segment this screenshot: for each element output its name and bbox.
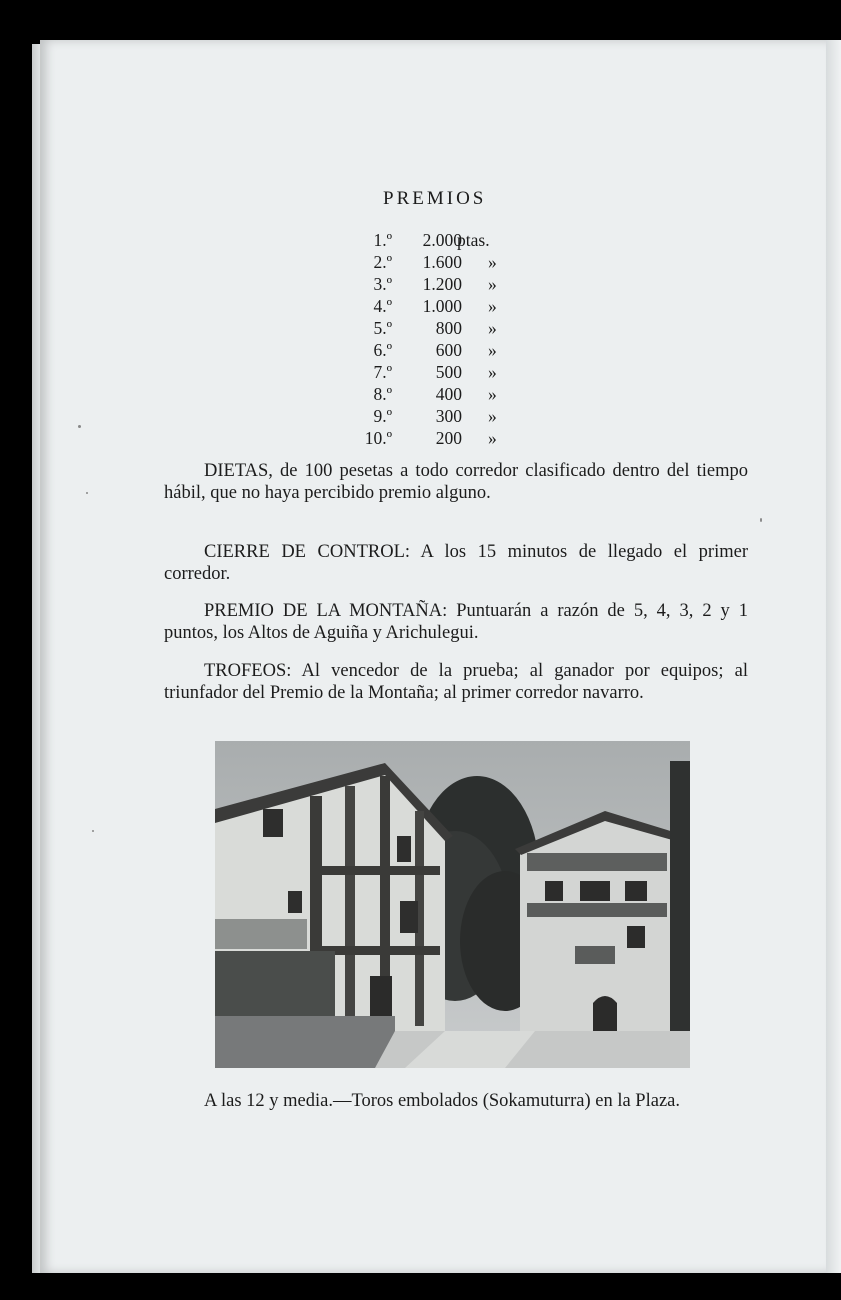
prize-rank: 2.º — [373, 252, 392, 272]
prize-unit: » — [488, 274, 497, 294]
prize-unit: » — [488, 340, 497, 360]
prize-row — [360, 295, 560, 317]
photo-caption: A las 12 y media.—Toros embolados (Sokamuturra) en la Plaza. — [204, 1091, 680, 1111]
prize-rank: 10.º — [364, 428, 392, 448]
prize-amount: 2.000 — [422, 230, 462, 250]
prize-rank: 7.º — [373, 362, 392, 382]
dietas-paragraph: DIETAS, de 100 pesetas a todo corredor clasificado dentro del tiempo hábil, que no haya percibido premio alguno. — [164, 461, 748, 503]
premios-title: PREMIOS — [383, 188, 487, 209]
prize-unit: ptas. — [457, 230, 490, 250]
prize-amount: 200 — [435, 428, 462, 448]
prize-unit: » — [488, 406, 497, 426]
document-page — [40, 40, 828, 1273]
prize-unit: » — [488, 296, 497, 316]
prize-rank: 4.º — [373, 296, 392, 316]
prize-table — [360, 229, 560, 449]
paper-speck — [78, 425, 81, 428]
prize-rank: 3.º — [373, 274, 392, 294]
prize-rank: 5.º — [373, 318, 392, 338]
prize-rank: 8.º — [373, 384, 392, 404]
prize-row — [360, 317, 560, 339]
prize-row — [360, 361, 560, 383]
prize-row — [360, 251, 560, 273]
prize-unit: » — [488, 318, 497, 338]
prize-row — [360, 383, 560, 405]
prize-amount: 300 — [435, 406, 462, 426]
prize-row — [360, 229, 560, 251]
cierre-control-paragraph: CIERRE DE CONTROL: A los 15 minutos de llegado el primer corredor. — [164, 542, 748, 584]
prize-amount: 400 — [435, 384, 462, 404]
prize-row — [360, 427, 560, 449]
prize-row — [360, 339, 560, 361]
prize-rank: 6.º — [373, 340, 392, 360]
prize-unit: » — [488, 252, 497, 272]
prize-amount: 1.200 — [422, 274, 462, 294]
prize-row — [360, 273, 560, 295]
page-edge-right — [826, 40, 841, 1273]
prize-unit: » — [488, 362, 497, 382]
prize-rank: 9.º — [373, 406, 392, 426]
village-photo — [215, 741, 690, 1068]
prize-unit: » — [488, 428, 497, 448]
paper-speck — [92, 830, 94, 832]
paper-speck — [86, 492, 88, 494]
prize-amount: 1.000 — [422, 296, 462, 316]
prize-amount: 600 — [435, 340, 462, 360]
prize-amount: 500 — [435, 362, 462, 382]
prize-rank: 1.º — [373, 230, 392, 250]
prize-amount: 800 — [435, 318, 462, 338]
paper-speck — [760, 518, 762, 522]
prize-unit: » — [488, 384, 497, 404]
prize-amount: 1.600 — [422, 252, 462, 272]
premio-montana-paragraph: PREMIO DE LA MONTAÑA: Puntuarán a razón de 5, 4, 3, 2 y 1 puntos, los Altos de Aguiña y Arichulegui. — [164, 601, 748, 643]
trofeos-paragraph: TROFEOS: Al vencedor de la prueba; al ganador por equipos; al triunfador del Premio de la Montaña; al primer corredor navarro. — [164, 661, 748, 703]
prize-row — [360, 405, 560, 427]
